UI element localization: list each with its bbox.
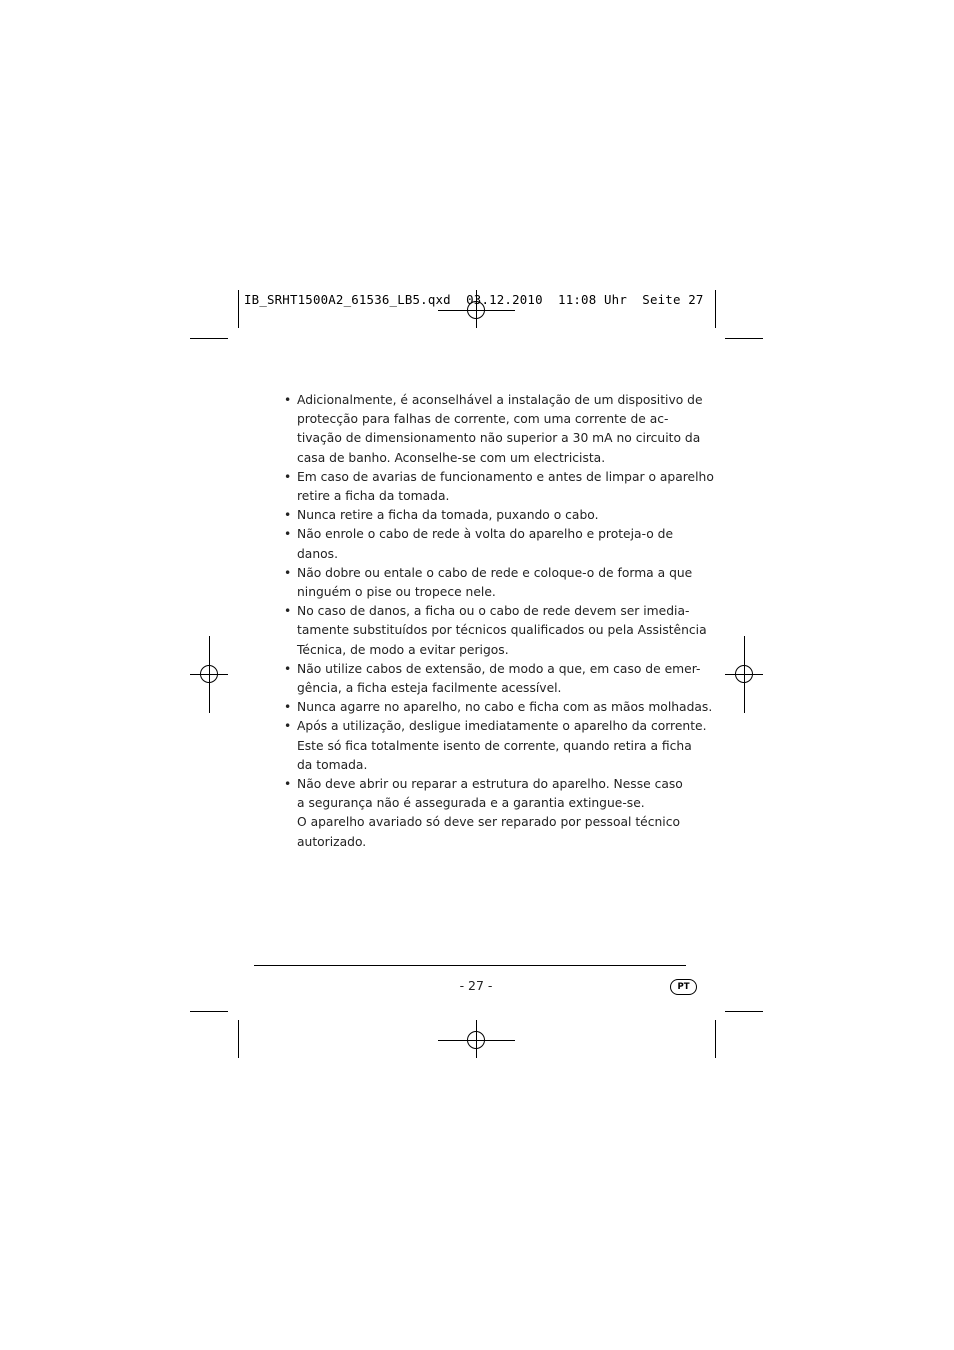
list-item-line: Em caso de avarias de funcionamento e antes de limpar o aparelho: [297, 469, 714, 484]
list-item-line: gência, a ficha esteja facilmente acessível.: [297, 681, 562, 696]
language-badge: PT: [670, 979, 697, 995]
footer-divider: [254, 965, 686, 966]
bullet-icon: •: [284, 661, 292, 676]
list-item: [284, 468, 714, 506]
list-item: [284, 391, 703, 468]
bullet-icon: •: [284, 527, 292, 542]
crop-mark: [725, 338, 763, 339]
list-item-line: Este só fica totalmente isento de corrente, quando retira a ficha: [297, 738, 692, 753]
crop-mark: [715, 290, 716, 328]
bullet-icon: •: [284, 469, 292, 484]
bullet-icon: •: [284, 700, 292, 715]
registration-mark-icon: [735, 665, 753, 683]
crop-mark: [725, 1011, 763, 1012]
bullet-icon: •: [284, 565, 292, 580]
list-item-line: casa de banho. Aconselhe-se com um electricista.: [297, 450, 606, 465]
list-item-line: Técnica, de modo a evitar perigos.: [297, 642, 509, 657]
bullet-icon: •: [284, 393, 292, 407]
list-item-line: retire a ficha da tomada.: [297, 489, 450, 504]
list-item-line: Após a utilização, desligue imediatamente o aparelho da corrente.: [297, 719, 707, 734]
list-item: [284, 698, 713, 717]
bullet-icon: •: [284, 719, 292, 734]
crop-mark: [190, 338, 228, 339]
bullet-icon: •: [284, 508, 292, 523]
list-item-line: protecção para falhas de corrente, com uma corrente de ac-: [297, 412, 669, 427]
crop-mark: [190, 1011, 228, 1012]
bullet-icon: •: [284, 777, 292, 792]
list-item-line: Adicionalmente, é aconselhável a instalação de um dispositivo de: [297, 393, 703, 407]
list-item-line: Nunca agarre no aparelho, no cabo e ficha com as mãos molhadas.: [297, 700, 713, 715]
list-item-line: Nunca retire a ficha da tomada, puxando o cabo.: [297, 508, 599, 523]
list-item-line: tivação de dimensionamento não superior a 30 mA no circuito da: [297, 431, 701, 446]
list-item-line: autorizado.: [297, 834, 367, 849]
list-item: [284, 775, 683, 852]
list-item-line: No caso de danos, a ficha ou o cabo de rede devem ser imedia-: [297, 604, 690, 619]
registration-mark-icon: [467, 1031, 485, 1049]
list-item: [284, 660, 701, 698]
registration-mark-icon: [200, 665, 218, 683]
crop-mark: [238, 290, 239, 328]
list-item-line: O aparelho avariado só deve ser reparado por pessoal técnico: [297, 815, 680, 830]
list-item-line: Não utilize cabos de extensão, de modo a que, em caso de emer-: [297, 661, 701, 676]
list-item-line: Não deve abrir ou reparar a estrutura do aparelho. Nesse caso: [297, 777, 683, 792]
list-item: [284, 525, 674, 563]
crop-mark: [238, 1020, 239, 1058]
list-item-line: tamente substituídos por técnicos qualificados ou pela Assistência: [297, 623, 707, 638]
bullet-icon: •: [284, 604, 292, 619]
crop-mark: [715, 1020, 716, 1058]
list-item: [284, 602, 707, 660]
list-item-line: Não enrole o cabo de rede à volta do aparelho e proteja-o de: [297, 527, 674, 542]
page-number: - 27 -: [459, 978, 493, 993]
list-item: [284, 564, 693, 602]
safety-instructions-list: [284, 391, 714, 852]
list-item-line: da tomada.: [297, 757, 368, 772]
file-slug: IB_SRHT1500A2_61536_LB5.qxd 03.12.2010 11:08 Uhr Seite 27: [244, 292, 704, 307]
list-item: [284, 717, 707, 775]
list-item-line: a segurança não é assegurada e a garantia extingue-se.: [297, 796, 645, 811]
list-item-line: Não dobre ou entale o cabo de rede e coloque-o de forma a que: [297, 565, 693, 580]
list-item-line: danos.: [297, 546, 338, 561]
list-item: [284, 506, 674, 525]
list-item-line: ninguém o pise ou tropece nele.: [297, 585, 496, 600]
